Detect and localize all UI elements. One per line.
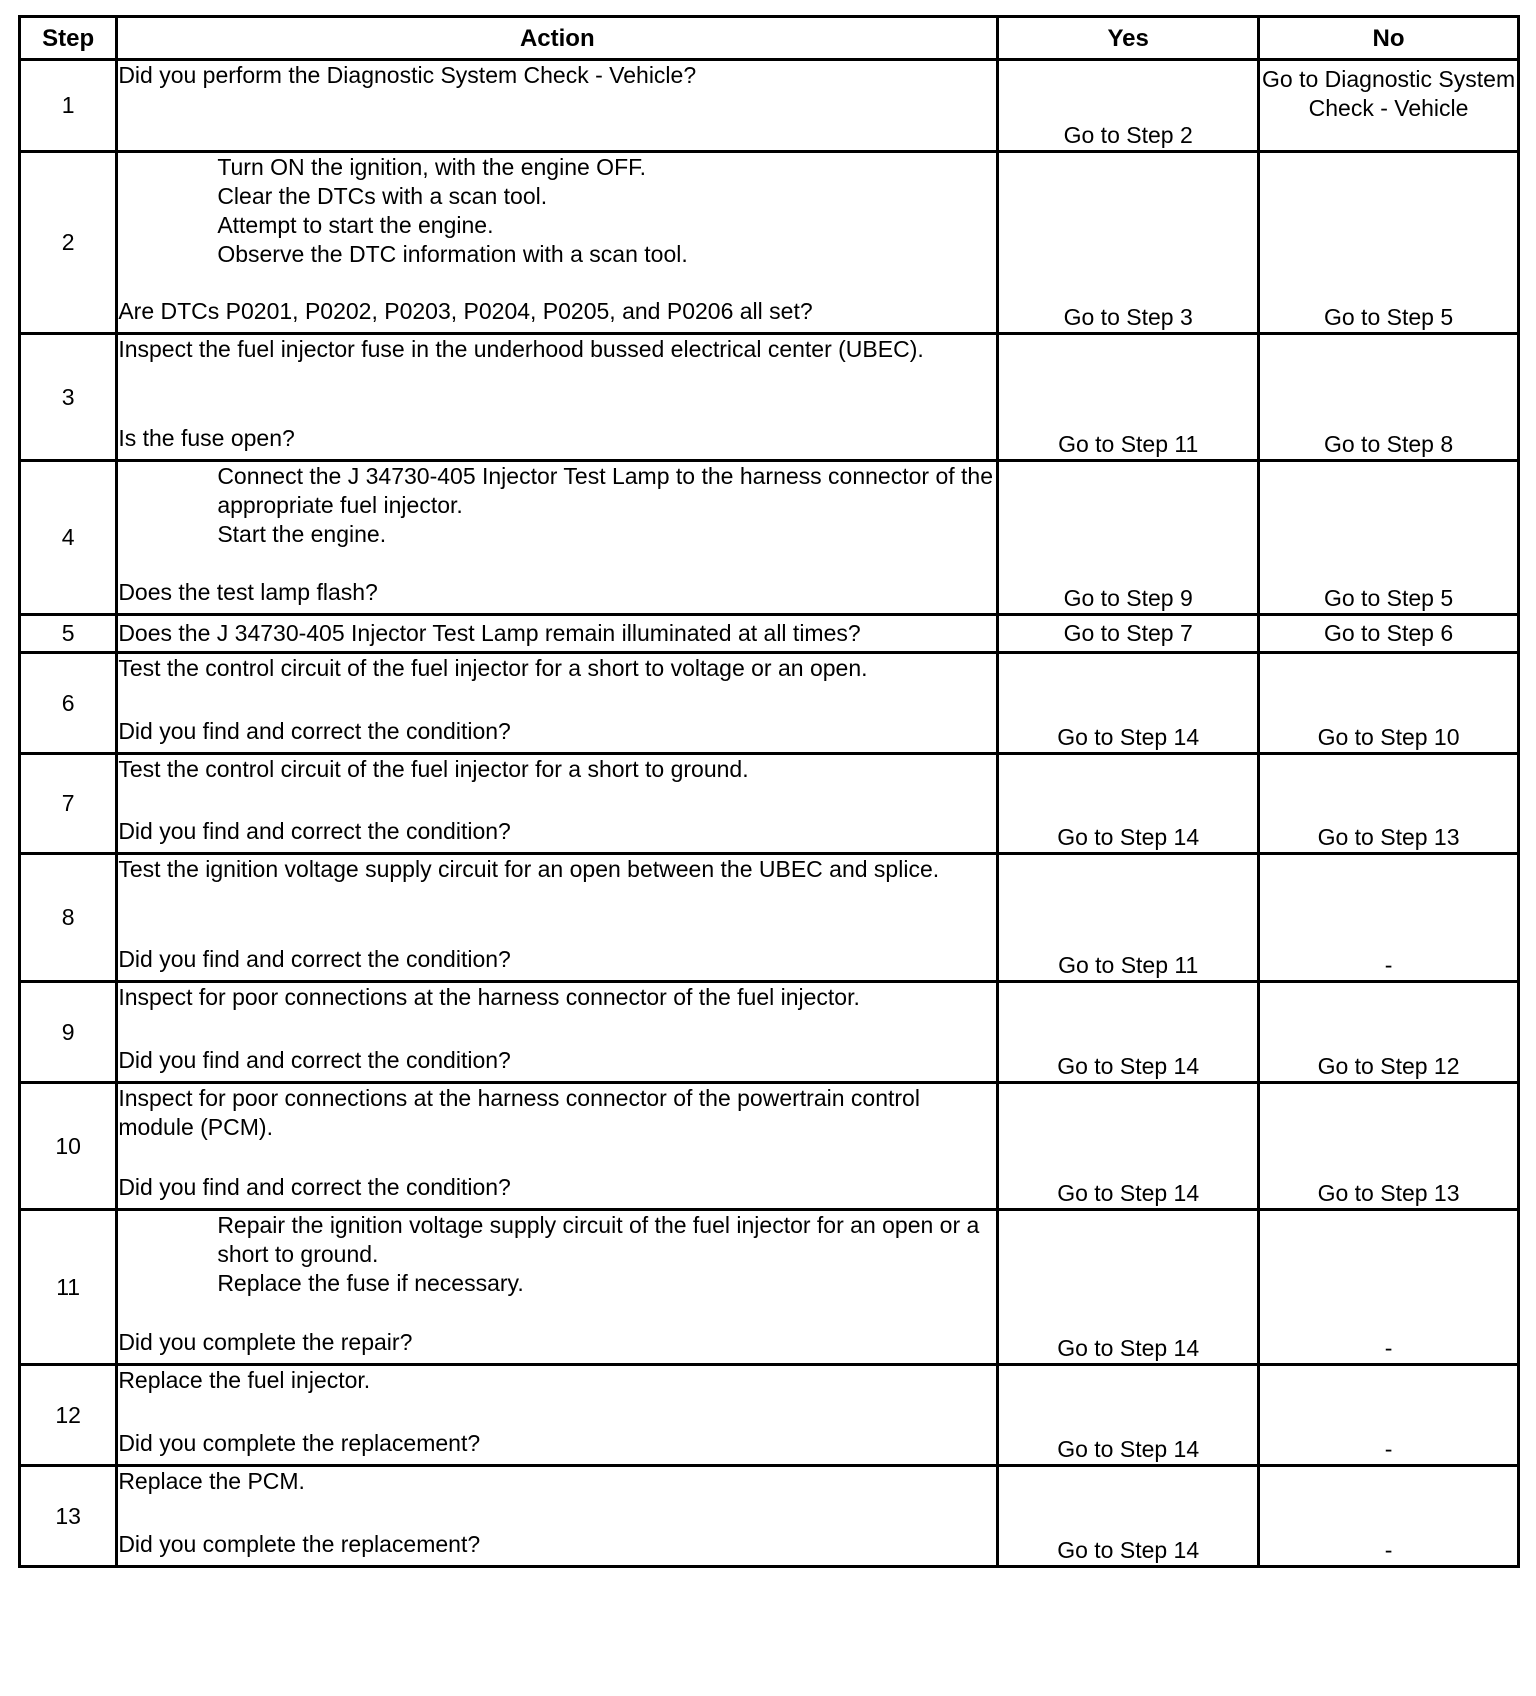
- action-question: Did you find and correct the condition?: [118, 1047, 511, 1073]
- header-yes: Yes: [998, 17, 1259, 60]
- yes-cell: Go to Step 14: [998, 982, 1259, 1083]
- step-number: 5: [20, 615, 117, 653]
- action-question: Did you find and correct the condition?: [118, 818, 511, 844]
- table-row: [20, 60, 1519, 152]
- yes-cell: Go to Step 2: [998, 60, 1259, 152]
- step-number: 3: [20, 334, 117, 461]
- action-cell: [117, 1365, 998, 1466]
- action-cell: [117, 615, 998, 653]
- step-number: 2: [20, 152, 117, 334]
- no-cell: Go to Step 13: [1259, 754, 1519, 854]
- action-line: Turn ON the ignition, with the engine OFF.: [217, 154, 647, 180]
- action-cell: [117, 152, 998, 334]
- no-cell: -: [1259, 1466, 1519, 1567]
- action-line: Connect the J 34730-405 Injector Test Lamp to the harness connector of the appropriate fuel injector.: [217, 463, 993, 518]
- no-cell: -: [1259, 1210, 1519, 1365]
- action-question: Did you complete the replacement?: [118, 1531, 481, 1557]
- action-line: Inspect for poor connections at the harness connector of the powertrain control module (PCM).: [118, 1085, 920, 1140]
- action-cell: [117, 754, 998, 854]
- yes-cell: Go to Step 9: [998, 461, 1259, 615]
- yes-cell: Go to Step 11: [998, 334, 1259, 461]
- header-action: Action: [117, 17, 998, 60]
- action-cell: [117, 461, 998, 615]
- action-question: Does the test lamp flash?: [118, 579, 378, 605]
- action-line: Repair the ignition voltage supply circuit of the fuel injector for an open or a short to ground.: [217, 1212, 980, 1267]
- table-row: [20, 334, 1519, 461]
- action-line: Observe the DTC information with a scan tool.: [217, 241, 688, 267]
- table-row: [20, 152, 1519, 334]
- yes-cell: Go to Step 14: [998, 1466, 1259, 1567]
- action-question: Did you complete the replacement?: [118, 1430, 481, 1456]
- no-cell: Go to Step 13: [1259, 1083, 1519, 1210]
- step-number: 1: [20, 60, 117, 152]
- yes-cell: Go to Step 14: [998, 1083, 1259, 1210]
- table-row: [20, 1083, 1519, 1210]
- action-line: Inspect the fuel injector fuse in the underhood bussed electrical center (UBEC).: [118, 336, 924, 362]
- no-cell: Go to Step 6: [1259, 615, 1519, 653]
- diagnostic-table: [18, 15, 1520, 1568]
- no-cell: -: [1259, 1365, 1519, 1466]
- table-row: [20, 461, 1519, 615]
- table-row: [20, 615, 1519, 653]
- step-number: 8: [20, 854, 117, 982]
- action-line: Inspect for poor connections at the harness connector of the fuel injector.: [118, 984, 860, 1010]
- step-number: 7: [20, 754, 117, 854]
- step-number: 11: [20, 1210, 117, 1365]
- action-cell: [117, 334, 998, 461]
- yes-cell: Go to Step 14: [998, 653, 1259, 754]
- no-cell: Go to Step 10: [1259, 653, 1519, 754]
- action-cell: [117, 1466, 998, 1567]
- table-row: [20, 653, 1519, 754]
- action-question: Are DTCs P0201, P0202, P0203, P0204, P0205, and P0206 all set?: [118, 298, 813, 324]
- action-line: Replace the fuel injector.: [118, 1367, 371, 1393]
- action-question: Did you find and correct the condition?: [118, 718, 511, 744]
- action-question: Did you find and correct the condition?: [118, 1174, 511, 1200]
- action-line: Attempt to start the engine.: [217, 212, 494, 238]
- action-cell: [117, 60, 998, 152]
- step-number: 13: [20, 1466, 117, 1567]
- header-step: Step: [20, 17, 117, 60]
- step-number: 4: [20, 461, 117, 615]
- yes-cell: Go to Step 7: [998, 615, 1259, 653]
- no-cell: Go to Step 8: [1259, 334, 1519, 461]
- no-cell: -: [1259, 854, 1519, 982]
- action-cell: [117, 653, 998, 754]
- yes-cell: Go to Step 11: [998, 854, 1259, 982]
- action-cell: [117, 1083, 998, 1210]
- step-number: 12: [20, 1365, 117, 1466]
- table-row: [20, 1466, 1519, 1567]
- no-cell: Go to Step 5: [1259, 152, 1519, 334]
- action-cell: [117, 854, 998, 982]
- yes-cell: Go to Step 14: [998, 1365, 1259, 1466]
- action-cell: [117, 1210, 998, 1365]
- step-number: 10: [20, 1083, 117, 1210]
- no-cell: Go to Diagnostic System Check - Vehicle: [1259, 60, 1519, 152]
- action-line: Test the control circuit of the fuel injector for a short to ground.: [118, 756, 749, 782]
- step-number: 9: [20, 982, 117, 1083]
- action-question: Does the J 34730-405 Injector Test Lamp remain illuminated at all times?: [118, 620, 861, 646]
- yes-cell: Go to Step 3: [998, 152, 1259, 334]
- action-line: Test the ignition voltage supply circuit for an open between the UBEC and splice.: [118, 856, 940, 882]
- action-line: Clear the DTCs with a scan tool.: [217, 183, 548, 209]
- action-line: Start the engine.: [217, 521, 387, 547]
- step-number: 6: [20, 653, 117, 754]
- action-question: Did you perform the Diagnostic System Check - Vehicle?: [118, 62, 697, 88]
- no-cell: Go to Step 5: [1259, 461, 1519, 615]
- table-row: [20, 754, 1519, 854]
- table-row: [20, 854, 1519, 982]
- action-question: Is the fuse open?: [118, 425, 295, 451]
- action-question: Did you find and correct the condition?: [118, 946, 511, 972]
- table-row: [20, 1210, 1519, 1365]
- action-line: Replace the PCM.: [118, 1468, 305, 1494]
- no-cell: Go to Step 12: [1259, 982, 1519, 1083]
- action-question: Did you complete the repair?: [118, 1329, 413, 1355]
- action-cell: [117, 982, 998, 1083]
- action-line: Test the control circuit of the fuel injector for a short to voltage or an open.: [118, 655, 868, 681]
- header-no: No: [1259, 17, 1519, 60]
- table-row: [20, 982, 1519, 1083]
- yes-cell: Go to Step 14: [998, 1210, 1259, 1365]
- yes-cell: Go to Step 14: [998, 754, 1259, 854]
- table-row: [20, 1365, 1519, 1466]
- action-line: Replace the fuse if necessary.: [217, 1270, 524, 1296]
- header-row: [20, 17, 1519, 60]
